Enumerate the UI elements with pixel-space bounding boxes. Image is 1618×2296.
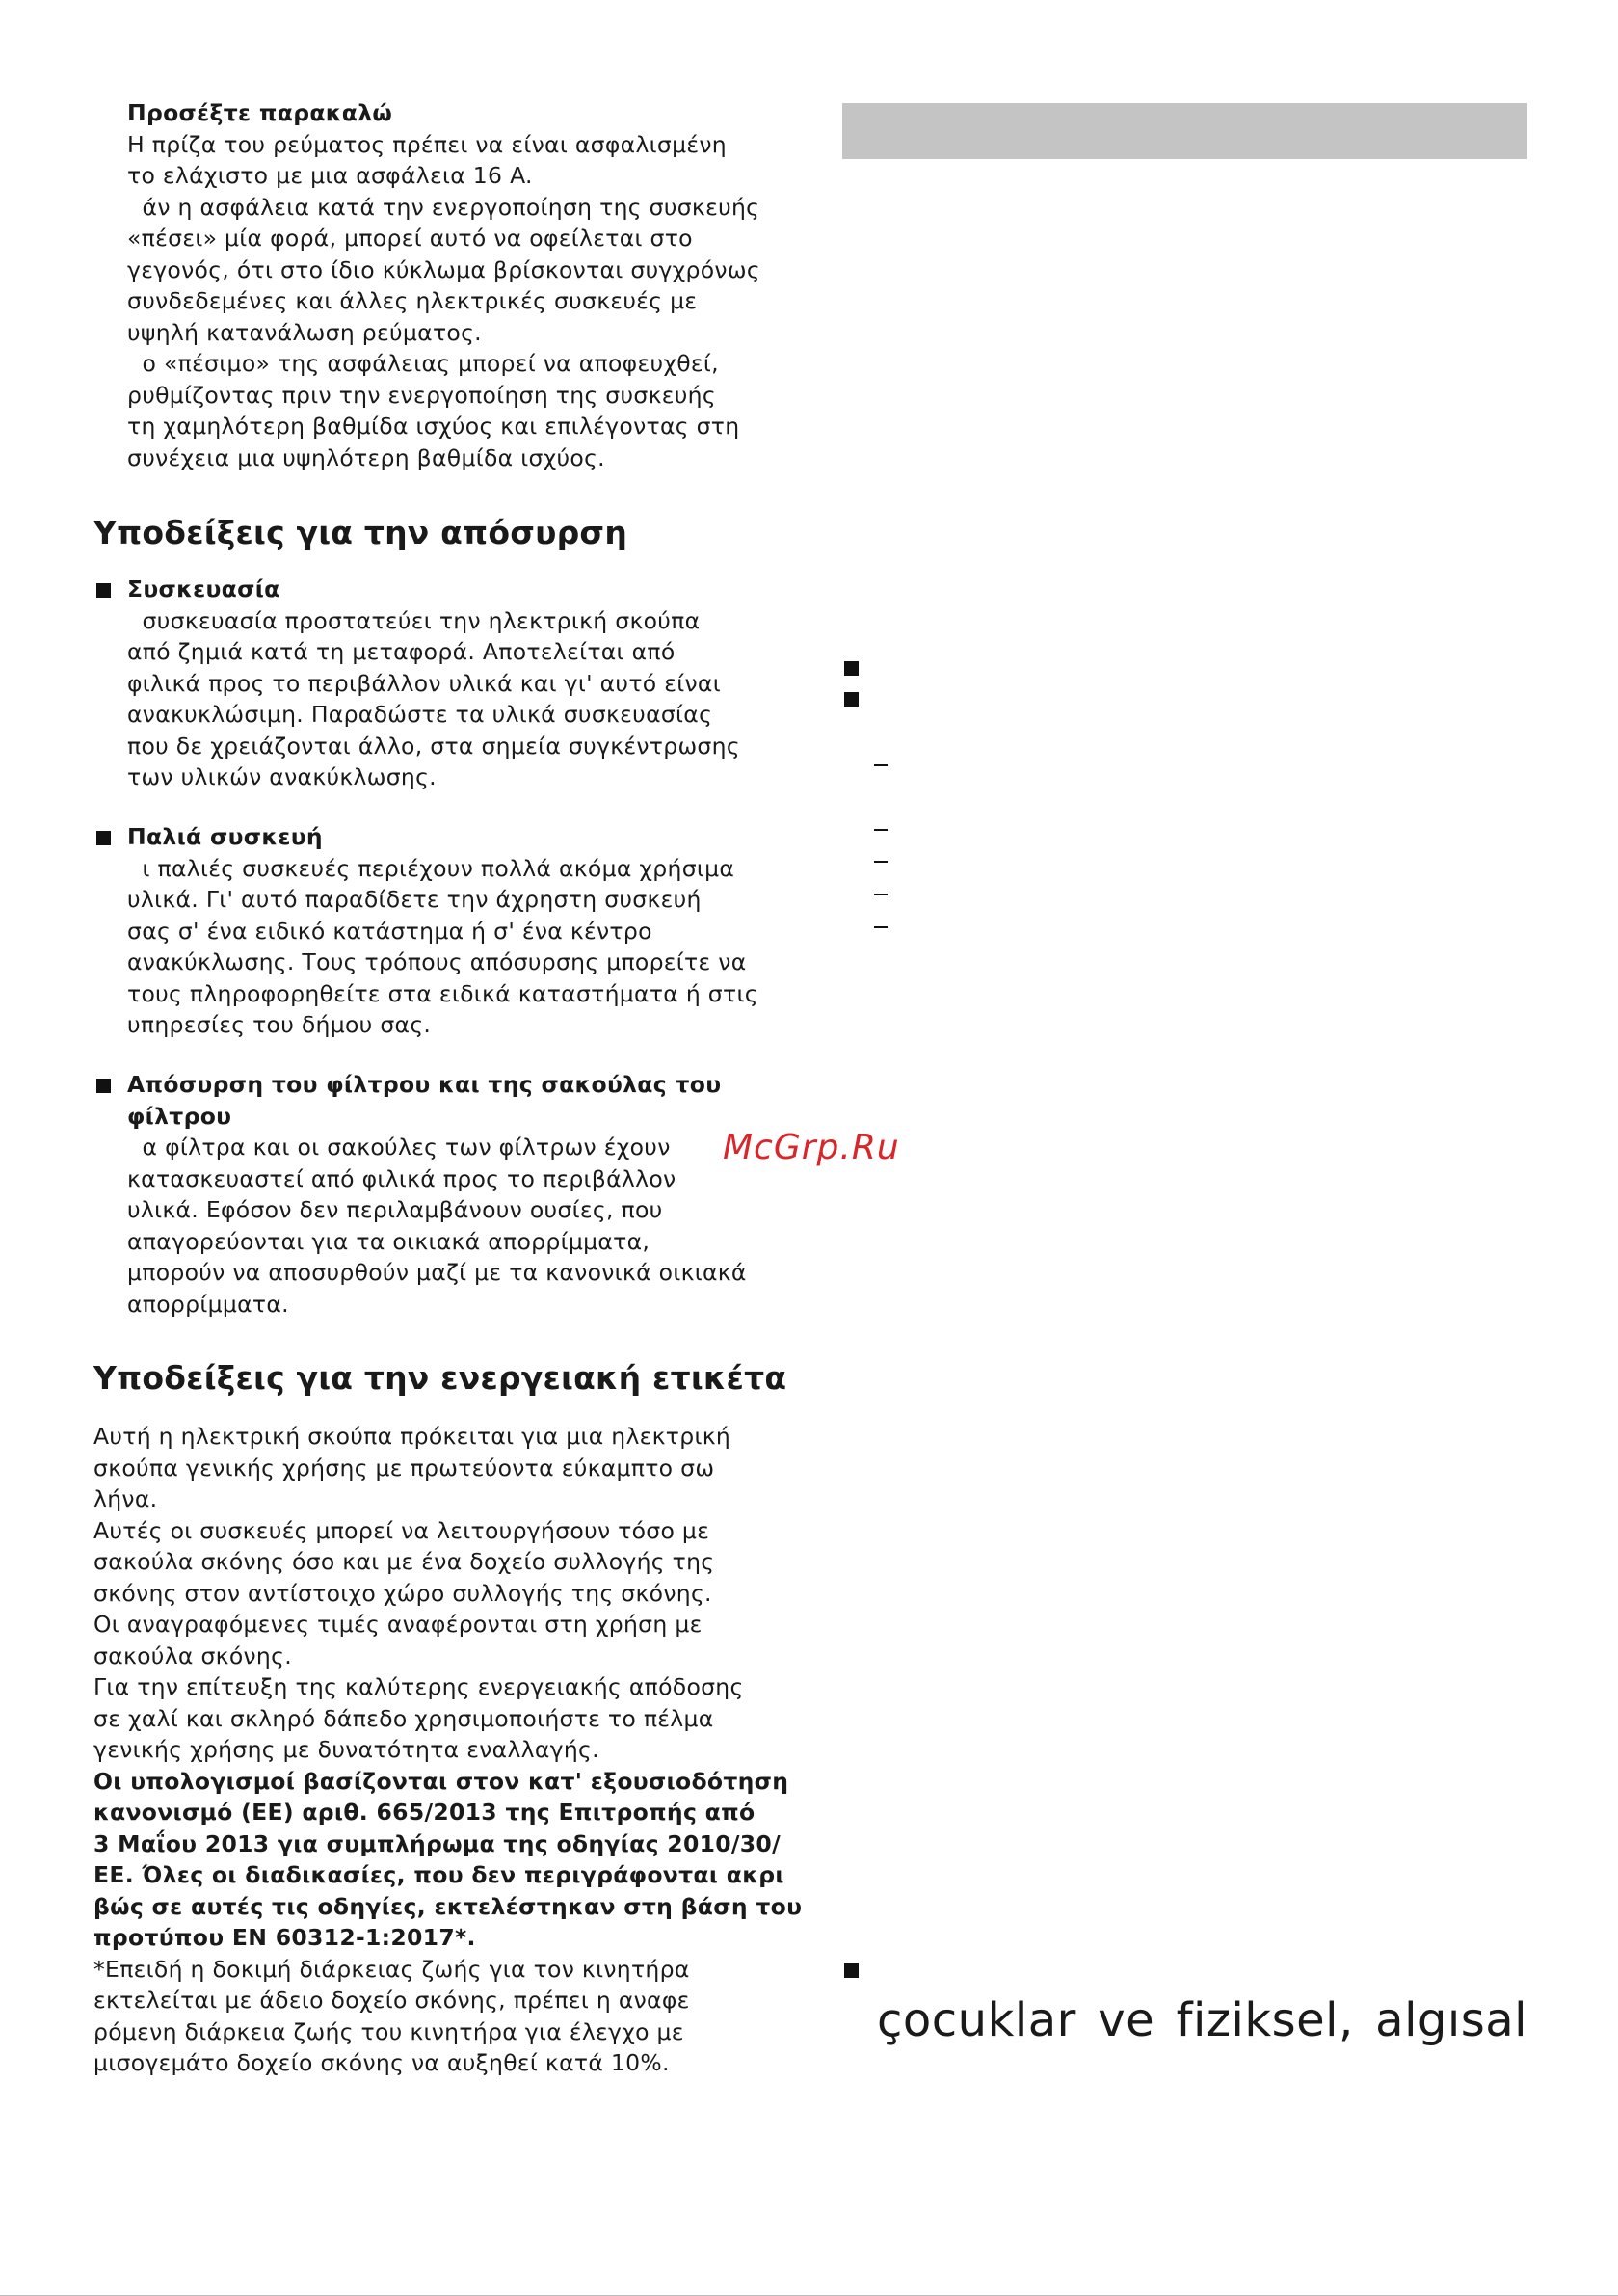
note-line: συνέχεια μια υψηλότερη βαθμίδα ισχύος. xyxy=(127,443,605,471)
note-line: το ελάχιστο με μια ασφάλεια 16 A. xyxy=(127,162,533,189)
disposal-item-old-appliance xyxy=(127,821,758,1041)
energy-line: λήνα. xyxy=(93,1485,158,1512)
note-line: συνδεδεμένες και άλλες ηλεκτρικές συσκευές με xyxy=(127,287,698,314)
disposal-item-packaging xyxy=(127,574,740,793)
disposal-item-filter xyxy=(127,1069,747,1320)
energy-note-line: μισογεμάτο δοχείο σκόνης να αυξηθεί κατά 10%. xyxy=(93,2049,670,2076)
item-title: φίλτρου xyxy=(127,1102,232,1130)
item-line: που δε χρειάζονται άλλο, στα σημεία συγκέντρωσης xyxy=(127,732,740,760)
note-block xyxy=(127,97,760,473)
item-line: υλικά. Γι' αυτό παραδίδετε την άχρηστη συσκευή xyxy=(127,886,702,913)
item-line: φιλικά προς το περιβάλλον υλικά και γι' αυτό είναι xyxy=(127,669,721,697)
note-title: Προσέξτε παρακαλώ xyxy=(127,99,393,126)
item-line: απορρίμματα. xyxy=(127,1290,289,1318)
item-line: α φίλτρα και οι σακούλες των φίλτρων έχουν xyxy=(127,1134,671,1161)
bullet-icon xyxy=(96,831,111,845)
note-line: «πέσει» μία φορά, μπορεί αυτό να οφείλεται στο xyxy=(127,225,693,252)
energy-regulation-line: Οι υπολογισμοί βασίζονται στον κατ' εξουσιοδότηση xyxy=(93,1767,789,1795)
energy-note-line: ρόμενη διάρκεια ζωής του κινητήρα για έλεγχο με xyxy=(93,2017,684,2045)
watermark: McGrp.Ru xyxy=(723,1128,900,1167)
bullet-icon xyxy=(844,661,859,676)
item-line: σας σ' ένα ειδικό κατάστημα ή σ' ένα κέντρο xyxy=(127,917,652,945)
note-line: υψηλή κατανάλωση ρεύματος. xyxy=(127,318,482,346)
item-line: ανακύκλωσης. Τους τρόπους απόσυρσης μπορείτε να xyxy=(127,948,747,975)
item-line: των υλικών ανακύκλωσης. xyxy=(127,763,437,790)
energy-body xyxy=(93,1421,802,2079)
energy-line: σκόνης στον αντίστοιχο χώρο συλλογής της σκόνης. xyxy=(93,1579,712,1607)
item-line: τους πληροφορηθείτε στα ειδικά καταστήματα ή στις xyxy=(127,979,758,1007)
item-line: υλικά. Εφόσον δεν περιλαμβάνουν ουσίες, που xyxy=(127,1196,663,1223)
dash-icon xyxy=(874,926,888,928)
bullet-icon xyxy=(96,583,111,598)
bullet-icon xyxy=(844,1963,859,1978)
energy-line: σκούπα γενικής χρήσης με πρωτεύοντα εύκαμπτο σω xyxy=(93,1454,715,1482)
energy-regulation-line: βώς σε αυτές τις οδηγίες, εκτελέστηκαν στη βάση του xyxy=(93,1892,803,1920)
dash-icon xyxy=(874,764,888,766)
note-line: ρυθμίζοντας πριν την ενεργοποίηση της συσκευής xyxy=(127,381,716,409)
energy-line: σακούλα σκόνης. xyxy=(93,1642,292,1669)
note-line: τη χαμηλότερη βαθμίδα ισχύος και επιλέγοντας στη xyxy=(127,413,740,440)
dash-icon xyxy=(874,894,888,895)
note-line: Η πρίζα του ρεύματος πρέπει να είναι ασφαλισμένη xyxy=(127,130,727,158)
energy-line: σε χαλί και σκληρό δάπεδο χρησιμοποιήστε το πέλμα xyxy=(93,1704,714,1732)
bullet-icon xyxy=(96,1079,111,1093)
item-line: συσκευασία προστατεύει την ηλεκτρική σκούπα xyxy=(127,606,701,634)
disposal-heading: Υποδείξεις για την απόσυρση xyxy=(93,514,628,551)
note-line: ο «πέσιμο» της ασφάλειας μπορεί να αποφευχθεί, xyxy=(127,350,719,377)
turkish-word: fiziksel, xyxy=(1176,1993,1354,2047)
item-line: κατασκευαστεί από φιλικά προς το περιβάλλον xyxy=(127,1164,676,1192)
note-line: γεγονός, ότι στο ίδιο κύκλωμα βρίσκονται συγχρόνως xyxy=(127,255,760,283)
turkish-word: algısal xyxy=(1375,1993,1527,2047)
note-body xyxy=(127,129,760,474)
dash-icon xyxy=(874,829,888,831)
item-line: απαγορεύονται για τα οικιακά απορρίμματα, xyxy=(127,1227,650,1255)
energy-note-line: *Επειδή η δοκιμή διάρκειας ζωής για τον κινητήρα xyxy=(93,1955,690,1983)
energy-line: σακούλα σκόνης όσο και με ένα δοχείο συλλογής της xyxy=(93,1548,715,1575)
energy-line: Αυτή η ηλεκτρική σκούπα πρόκειται για μια ηλεκτρική xyxy=(93,1423,731,1450)
energy-regulation-line: κανονισμό (ΕΕ) αριθ. 665/2013 της Επιτροπής από xyxy=(93,1799,756,1826)
turkish-text-line xyxy=(877,1993,1527,2047)
energy-note-line: εκτελείται με άδειο δοχείο σκόνης, πρέπει η αναφε xyxy=(93,1987,690,2014)
item-line: ανακυκλώσιμη. Παραδώστε τα υλικά συσκευασίας xyxy=(127,701,713,728)
dash-icon xyxy=(874,861,888,863)
bullet-icon xyxy=(844,692,859,707)
energy-line: Αυτές οι συσκευές μπορεί να λειτουργήσουν τόσο με xyxy=(93,1516,710,1544)
item-line: ι παλιές συσκευές περιέχουν πολλά ακόμα χρήσιμα xyxy=(127,854,735,882)
energy-line: Οι αναγραφόμενες τιμές αναφέρονται στη χρήση με xyxy=(93,1611,703,1638)
energy-regulation-line: ΕΕ. Όλες οι διαδικασίες, που δεν περιγράφονται ακρι xyxy=(93,1861,784,1888)
turkish-word: çocuklar xyxy=(877,1993,1076,2047)
item-title: Παλιά συσκευή xyxy=(127,823,323,850)
turkish-word: ve xyxy=(1098,1993,1155,2047)
item-line: μπορούν να αποσυρθούν μαζί με τα κανονικά οικιακά xyxy=(127,1259,747,1286)
item-line: υπηρεσίες του δήμου σας. xyxy=(127,1011,432,1038)
energy-heading: Υποδείξεις για την ενεργειακή ετικέτα xyxy=(93,1359,787,1397)
item-title: Απόσυρση του φίλτρου και της σακούλας του xyxy=(127,1071,722,1098)
energy-line: Για την επίτευξη της καλύτερης ενεργειακής απόδοσης xyxy=(93,1673,744,1700)
item-title: Συσκευασία xyxy=(127,575,280,602)
right-column-header-bar xyxy=(842,103,1527,159)
energy-regulation-line: προτύπου EN 60312-1:2017*. xyxy=(93,1924,476,1951)
energy-line: γενικής χρήσης με δυνατότητα εναλλαγής. xyxy=(93,1736,599,1763)
note-line: άν η ασφάλεια κατά την ενεργοποίηση της συσκευής xyxy=(127,193,760,221)
energy-regulation-line: 3 Μαΐου 2013 για συμπλήρωμα της οδηγίας 2010/30/ xyxy=(93,1829,781,1857)
item-line: από ζημιά κατά τη μεταφορά. Αποτελείται από xyxy=(127,638,676,665)
